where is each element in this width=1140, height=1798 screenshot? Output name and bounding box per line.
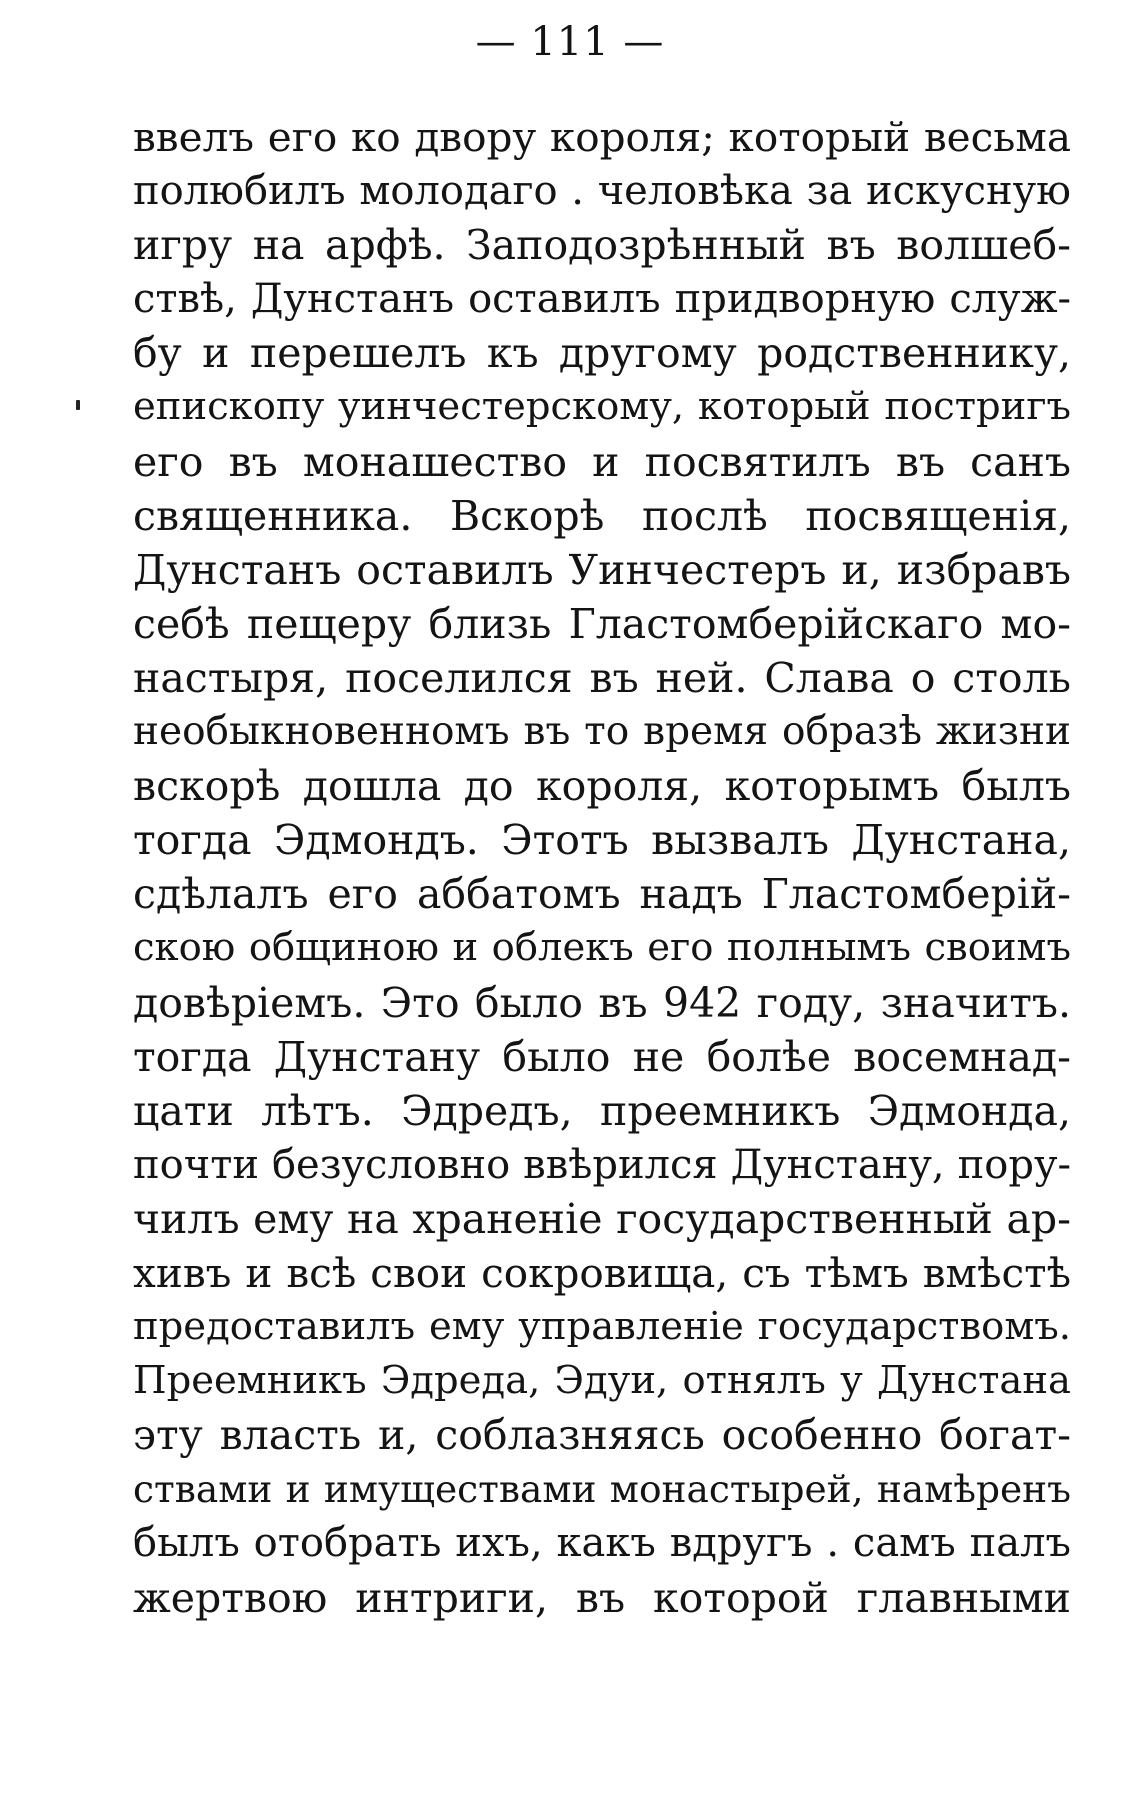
text-line: ввелъ его ко двору короля; который весьма — [133, 113, 1071, 161]
text-line: его въ монашество и посвятилъ въ санъ — [133, 437, 1071, 486]
text-line: довѣріемъ. Это было въ 942 году, значитъ. — [133, 978, 1071, 1027]
text-line: себѣ пещеру близь Гластомберійскаго мо- — [133, 599, 1071, 648]
text-line: ствѣ, Дунстанъ оставилъ придворную служ- — [133, 276, 1071, 323]
text-line: Преемникъ Эдреда, Эдуи, отнялъ у Дунстана — [133, 1358, 1071, 1404]
text-line: игру на арфѣ. Заподозрѣнный въ волшеб- — [133, 221, 1071, 270]
margin-mark — [76, 400, 80, 410]
text-line: скою общиною и облекъ его полнымъ своимъ — [133, 925, 1071, 971]
text-line: бу и перешелъ къ другому родственнику, — [133, 329, 1071, 378]
text-line: вскорѣ дошла до короля, которымъ былъ — [133, 762, 1071, 811]
text-line: почти безусловно ввѣрился Дунстану, пору- — [133, 1141, 1071, 1188]
text-line: ствами и имуществами монастырей, намѣренъ — [133, 1467, 1071, 1512]
text-line: Дунстанъ оставилъ Уинчестеръ и, избравъ — [133, 545, 1071, 594]
text-line: жертвою интриги, въ которой главными — [133, 1573, 1071, 1622]
text-line: эту власть и, соблазняясь особенно богат- — [133, 1411, 1071, 1460]
text-line: предоставилъ ему управленіе государствомъ. — [133, 1304, 1071, 1350]
text-line: цати лѣтъ. Эдредъ, преемникъ Эдмонда, — [133, 1086, 1071, 1135]
text-line: тогда Эдмондъ. Этотъ вызвалъ Дунстана, — [133, 816, 1071, 865]
text-line: хивъ и всѣ свои сокровища, съ тѣмъ вмѣстѣ — [133, 1248, 1071, 1297]
text-line: былъ отобрать ихъ, какъ вдругъ . самъ палъ — [133, 1520, 1071, 1567]
text-line: тогда Дунстану было не болѣе восемнад- — [133, 1032, 1071, 1081]
text-line: настыря, поселился въ ней. Слава о столь — [133, 653, 1071, 702]
text-line: епископу уинчестерскому, который постригъ — [133, 384, 1071, 430]
text-line: необыкновенномъ въ то время образѣ жизни — [133, 709, 1071, 755]
text-line: сдѣлалъ его аббатомъ надъ Гластомберій- — [133, 870, 1071, 919]
body-text — [133, 110, 1071, 1625]
text-line: полюбилъ молодаго . человѣка за искусную — [133, 168, 1071, 215]
text-line: чилъ ему на храненіе государственный ар- — [133, 1194, 1071, 1243]
text-line: священника. Вскорѣ послѣ посвященія, — [133, 491, 1071, 540]
page-number: — 111 — — [475, 19, 665, 65]
